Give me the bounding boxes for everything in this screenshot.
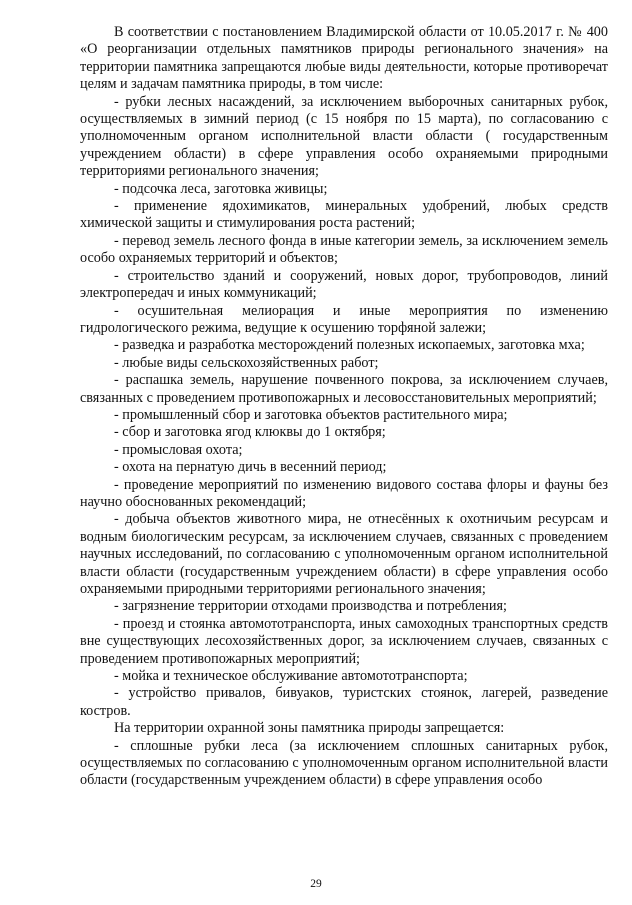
list-item: - промышленный сбор и заготовка объектов растительного мира; bbox=[114, 406, 508, 423]
list-item: - распашка земель, нарушение почвенного покрова, за исключением случаев, связанных с проведением противопожарных и лесовосстановительных мероприятий; bbox=[80, 372, 608, 406]
list-item: - перевод земель лесного фонда в иные категории земель, за исключением земель особо охраняемых территорий и объектов; bbox=[80, 232, 608, 267]
list-item: - разведка и разработка месторождений полезных ископаемых, заготовка мха; bbox=[114, 337, 585, 354]
intro-paragraph: В соответствии с постановлением Владимирской области от 10.05.2017 г. № 400 «О реорганизации отдельных памятников природы регионального значения» на территории памятника запрещаются любые виды деятельности, которые противоречат целям и задачам памятника природы, в том числе: bbox=[80, 24, 608, 93]
list-item: - любые виды сельскохозяйственных работ; bbox=[114, 354, 379, 371]
list-item: - подсочка леса, заготовка живицы; bbox=[114, 180, 328, 197]
list-item: - охота на пернатую дичь в весенний период; bbox=[114, 459, 387, 476]
list-item: - загрязнение территории отходами производства и потребления; bbox=[114, 598, 507, 615]
list-item: - применение ядохимикатов, минеральных удобрений, любых средств химической защиты и стимулирования роста растений; bbox=[80, 198, 608, 232]
list-item: - сплошные рубки леса (за исключением сплошных санитарных рубок, осуществляемых по согласованию с уполномоченным органом исполнительной власти области (государственным учреждением области) в сфере управления особо bbox=[80, 737, 608, 789]
page-number: 29 bbox=[310, 878, 322, 890]
list-item: - добыча объектов животного мира, не отнесённых к охотничьим ресурсам и водным биологическим ресурсам, за исключением случаев, связанных с проведением научных исследований, по согласованию с уполномоченным органом исполнительной власти области (государственным учреждением области) в сфере управления особо охраняемыми природными территориями регионального значения; bbox=[80, 511, 608, 597]
list-item: - осушительная мелиорация и иные мероприятия по изменению гидрологического режима, ведущие к осушению торфяной залежи; bbox=[80, 302, 608, 336]
list-item: - сбор и заготовка ягод клюквы до 1 октября; bbox=[114, 424, 386, 441]
list-item: - мойка и техническое обслуживание автомототранспорта; bbox=[114, 668, 468, 685]
list-item: - проезд и стоянка автомототранспорта, иных самоходных транспортных средств вне существующих лесохозяйственных дорог, за исключением случаев, связанных с проведением противопожарных мероприятий; bbox=[80, 615, 608, 667]
document-body bbox=[80, 24, 608, 790]
list-item: - рубки лесных насаждений, за исключением выборочных санитарных рубок, осуществляемых в зимний период (с 15 ноября по 15 марта), по согласованию с уполномоченным органом исполнительной власти области ( государственным учреждением области) в сфере управления особо охраняемыми природными территориями регионального значения; bbox=[80, 93, 608, 180]
section-heading-paragraph: На территории охранной зоны памятника природы запрещается: bbox=[114, 720, 505, 737]
list-item: - устройство привалов, бивуаков, туристских стоянок, лагерей, разведение костров. bbox=[80, 685, 608, 719]
list-item: - проведение мероприятий по изменению видового состава флоры и фауны без научно обоснованных рекомендаций; bbox=[80, 476, 608, 510]
list-item: - строительство зданий и сооружений, новых дорог, трубопроводов, линий электропередач и иных коммуникаций; bbox=[80, 267, 608, 302]
list-item: - промысловая охота; bbox=[114, 441, 243, 458]
